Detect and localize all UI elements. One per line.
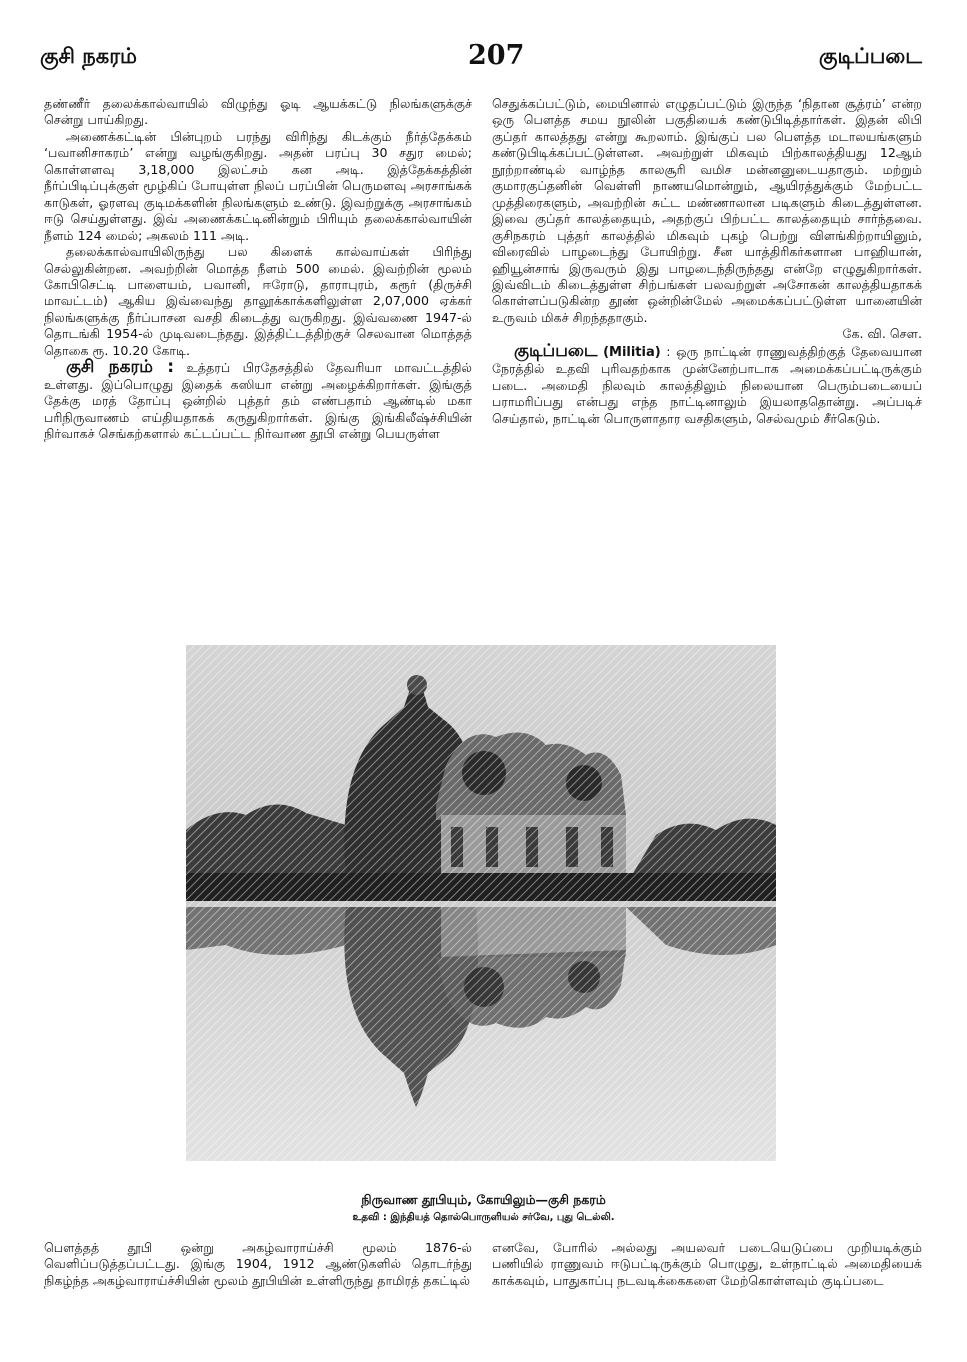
running-head-left: குசி நகரம் — [40, 44, 137, 68]
entry-militia — [492, 340, 922, 427]
page-number: 207 — [468, 40, 525, 71]
paragraph: எனவே, போரில் அல்லது அயலவர் படையெடுப்பை முறியடிக்கும் பணியில் ராணுவம் ஈடுபட்டிருக்கும் பொழுது, உள்நாட்டில் அமைதியைக் காக்கவும், பாதுகாப்பு நடவடிக்கைகளை மேற்கொள்ளவும் குடிப்படை — [492, 1240, 922, 1288]
paragraph: : ஒரு நாட்டின் ராணுவத்திற்குத் தேவையான நேரத்தில் உதவி புரிவதற்காக முன்னேற்பாடாக அமைக்கப்பட்டிருக்கும் படை. அமைதி நிலவும் காலத்திலும் நிலையான பெரும்படையைப் பராமரிப்பது என்பது எந்த நாட்டினாலும் இயலாததொன்று. அப்படிச் செய்தால், நாட்டின் பொருளாதார வசதிகளும், செல்வமும் சீர்கெடும். — [492, 343, 922, 426]
left-column-bottom — [44, 1240, 472, 1289]
entry-kusinagaram — [44, 359, 472, 442]
stupa-photo — [186, 645, 776, 1161]
paragraph: அணைக்கட்டின் பின்புறம் பரந்து விரிந்து கிடக்கும் நீர்த்தேக்கம் ‘பவானிசாகரம்’ என்று வழங்குகிறது. அதன் பரப்பு 30 சதுர மைல்; கொள்ளளவு 3,18,000 இலட்சம் கன அடி. இத்தேக்கத்தின் நீர்ப்பிடிப்புக்குள் மூழ்கிப் போயுள்ள நிலப் பரப்பின் பெருமளவு அரசாங்கக் காடுகள், ஓரளவு குடிமக்களின் நிலங்களும் உண்டு. இவற்றுக்கு அரசாங்கம் ஈடு செய்துள்ளது. இவ் அணைக்கட்டினின்றும் பிரியும் தலைக்கால்வாயின் நீளம் 124 மைல்; அகலம் 111 அடி. — [44, 128, 472, 243]
author-signature: கே. வி. சௌ. — [842, 326, 922, 342]
running-head-right: குடிப்படை — [818, 44, 922, 68]
paragraph: தண்ணீர் தலைக்கால்வாயில் விழுந்து ஓடி ஆயக்கட்டு நிலங்களுக்குச் சென்று பாய்கிறது. — [44, 96, 472, 128]
photo-credit: உதவி : இந்தியத் தொல்பொருளியல் சர்வே, புது டெல்லி. — [352, 1212, 615, 1223]
entry-heading: குடிப்படை — [514, 340, 598, 361]
paragraph: தலைக்கால்வாயிலிருந்து பல கிளைக் கால்வாய்கள் பிரிந்து செல்லுகின்றன. அவற்றின் மொத்த நீளம் 500 மைல். இவற்றின் மூலம் கோபிசெட்டி பாளையம், பவானி, ஈரோடு, தாராபுரம், கரூர் (திருச்சி மாவட்டம்) ஆகிய இவ்வைந்து தாலூக்காக்களிலுள்ள 2,07,000 ஏக்கர் நிலங்களுக்கு நீர்ப்பாசன வசதி கிடைத்து வருகிறது. இவ்வணை 1947-ல் தொடங்கி 1954-ல் முடிவடைந்தது. இத்திட்டத்திற்குச் செலவான மொத்தத் தொகை ரூ. 10.20 கோடி. — [44, 244, 472, 358]
paragraph: செதுக்கப்பட்டும், மையினால் எழுதப்பட்டும் இருந்த ‘நிதான சூத்ரம்’ என்ற ஒரு பௌத்த சமய நூலின் பகுதியைக் கண்டுபிடித்தார்கள். இதன் லிபி குப்தர் காலத்தது என்று கூறலாம். இங்குப் பல பௌத்த மடாலயங்களும் கண்டுபிடிக்கப்பட்டுள்ளன. அவற்றுள் மிகவும் பிற்காலத்தியது 12ஆம் நூற்றாண்டில் வாழ்ந்த காலசூரி வமிச மன்னனுடையதாகும். மற்றும் குமாரகுப்தனின் வெள்ளி நாணயமொன்றும், ஆயிரத்துக்கும் மேற்பட்ட முத்திரைகளும், அவற்றின் சுட்ட மண்ணாலான படிகளும் கிடைத்துள்ளன. இவை குப்தர் காலத்தையும், அதற்குப் பிற்பட்ட காலத்தையும் சார்ந்தவை. குசிநகரம் புத்தர் காலத்தில் மிகவும் புகழ் பெற்று விளங்கிற்றாயினும், விரைவில் பாழடைந்து போயிற்று. சீன யாத்திரிகர்களான பாஹியான், ஹியூன்சாங் இருவரும் இது பாழடைந்திருந்தது என்றே எழுதுகிறார்கள். இவ்விடம் கிடைத்துள்ள சிற்பங்கள் பலவற்றுள் அசோகன் காலத்தியதாகக் கொள்ளப்படுகின்ற தூண் ஒன்றின்மேல் அமைக்கப்பட்டுள்ள யானையின் உருவம் மிகச் சிறந்ததாகும். — [492, 96, 922, 325]
photo-caption: நிருவாண தூபியும், கோயிலும்—குசி நகரம் — [361, 1192, 606, 1207]
left-column-top — [44, 96, 472, 443]
right-column-bottom — [492, 1240, 922, 1289]
entry-heading: குசி நகரம் : — [66, 357, 175, 378]
stupa-temple-reflection-photo — [186, 645, 776, 1161]
right-column-top — [492, 96, 922, 427]
paragraph: பௌத்தத் தூபி ஒன்று அகழ்வாராய்ச்சி மூலம் 1876-ல் வெளிப்படுத்தப்பட்டது. இங்கு 1904, 1912 ஆண்டுகளில் தொடர்ந்து நிகழ்ந்த அகழ்வாராய்ச்சியின் மூலம் தூபியின் உள்ளிருந்து தாமிரத் தகட்டில் — [44, 1240, 472, 1288]
page-header — [40, 40, 922, 80]
entry-heading-english: (Militia) — [603, 344, 661, 360]
paragraph: உத்தரப் பிரதேசத்தில் தேவரியா மாவட்டத்தில் உள்ளது. இப்பொழுது இதைக் கஸியா என்று அழைக்கிறார்கள். இங்குத் தேக்கு மரத் தோப்பு ஒன்றில் புத்தர் தம் எண்பதாம் ஆண்டில் மகா பரிநிருவாணம் எய்தியதாகக் கருதுகிறார்கள். இங்கு இங்கிலீஷ்ச்சியின் நிர்வாகச் செங்கற்களால் கட்டப்பட்ட நிர்வாண தூபி என்று பெயருள்ள — [44, 360, 473, 442]
